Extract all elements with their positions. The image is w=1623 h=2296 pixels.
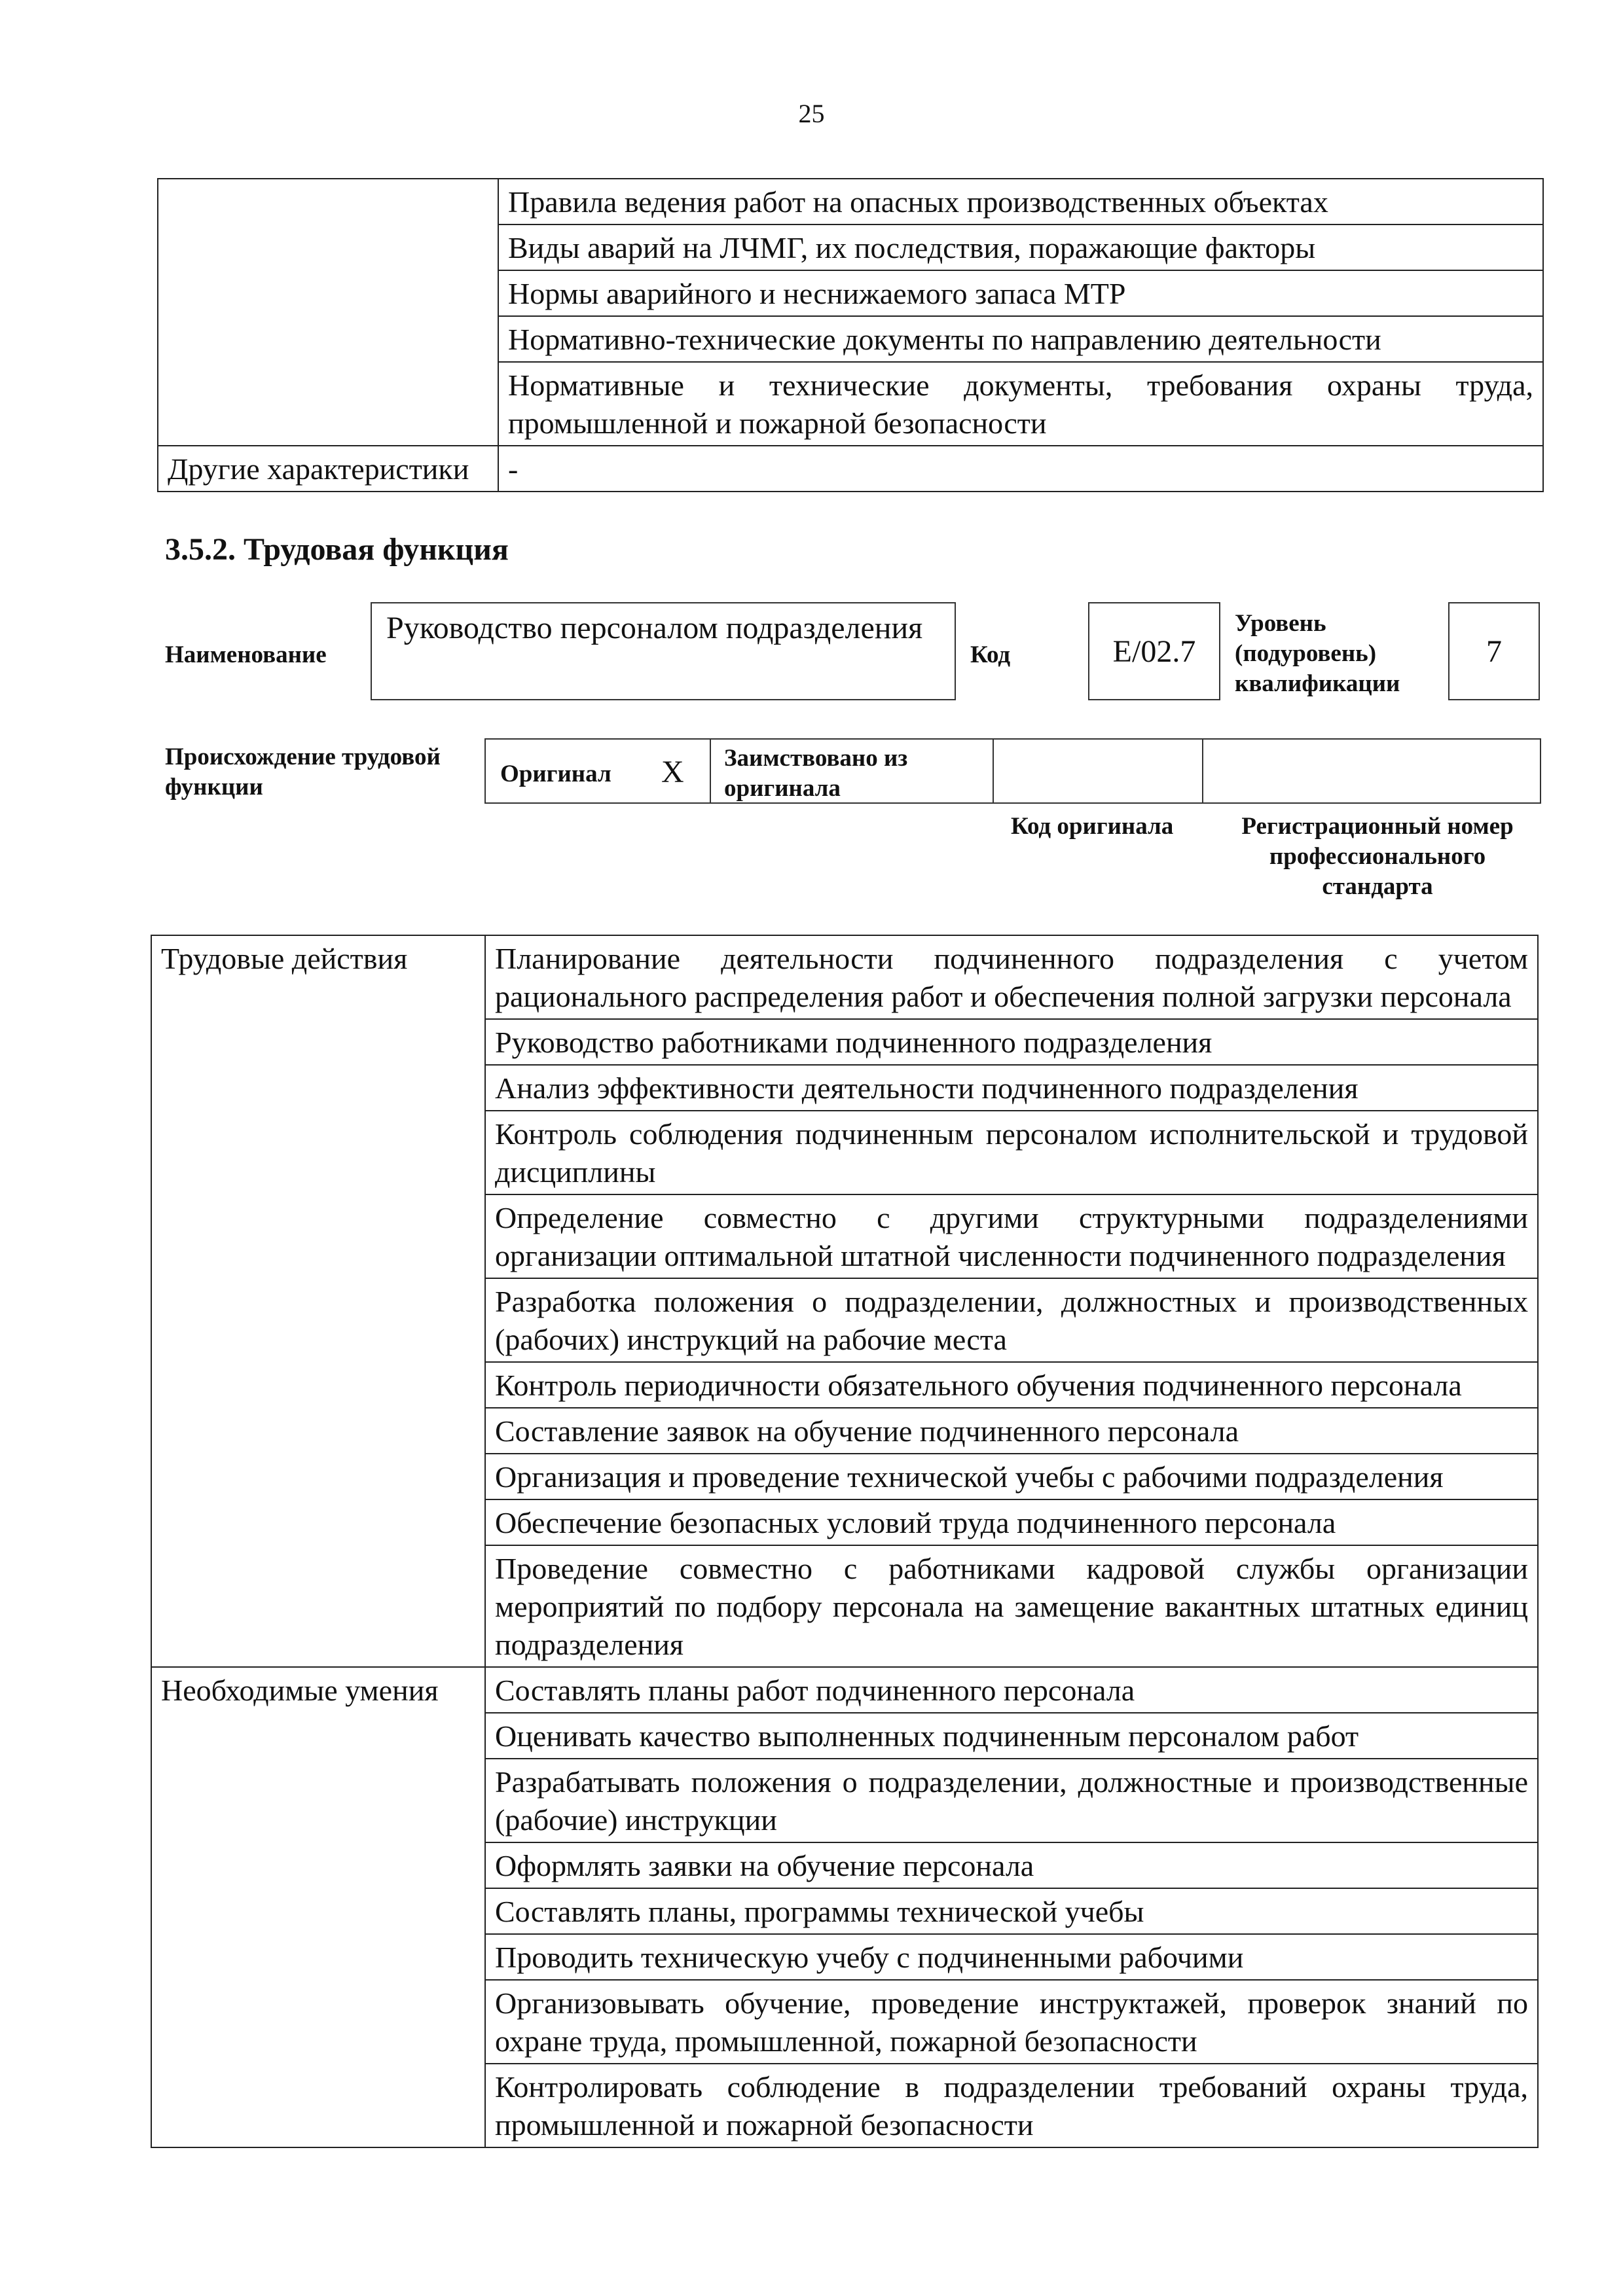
action-item: Проведение совместно с работниками кадровой службы организации мероприятий по подбору персонала на замещение вакантных штатных единиц подразделения bbox=[485, 1545, 1538, 1667]
action-item: Планирование деятельности подчиненного подразделения с учетом рационального распределения работ и обеспечения полной загрузки персонала bbox=[485, 935, 1538, 1019]
skills-label: Необходимые умения bbox=[151, 1667, 485, 2147]
level-label: Уровень (подуровень) квалификации bbox=[1235, 610, 1400, 697]
origin-label: Происхождение трудовой функции bbox=[165, 744, 441, 800]
other-characteristics-value: - bbox=[498, 446, 1543, 492]
action-item: Контроль соблюдения подчиненным персоналом исполнительской и трудовой дисциплины bbox=[485, 1111, 1538, 1194]
labor-function-table bbox=[151, 935, 1539, 2148]
action-item: Обеспечение безопасных условий труда подчиненного персонала bbox=[485, 1499, 1538, 1545]
table-row bbox=[158, 446, 1543, 492]
table-row bbox=[158, 179, 1543, 224]
code-box bbox=[1088, 602, 1220, 700]
divider bbox=[1202, 740, 1203, 802]
skill-item: Составлять планы работ подчиненного персонала bbox=[485, 1667, 1538, 1713]
function-code: E/02.7 bbox=[1112, 634, 1196, 669]
action-item: Разработка положения о подразделении, должностных и производственных (рабочих) инструкций на рабочие места bbox=[485, 1278, 1538, 1362]
level-box bbox=[1448, 602, 1540, 700]
function-name: Руководство персоналом подразделения bbox=[386, 611, 923, 645]
skill-item: Проводить техническую учебу с подчиненными рабочими bbox=[485, 1934, 1538, 1980]
table-row bbox=[151, 1667, 1538, 1713]
section-heading: 3.5.2. Трудовая функция bbox=[165, 532, 509, 567]
action-item: Анализ эффективности деятельности подчиненного подразделения bbox=[485, 1065, 1538, 1111]
list-item: Виды аварий на ЛЧМГ, их последствия, поражающие факторы bbox=[498, 224, 1543, 270]
list-item: Нормы аварийного и неснижаемого запаса МТР bbox=[498, 270, 1543, 316]
list-item: Правила ведения работ на опасных производственных объектах bbox=[498, 179, 1543, 224]
qualification-level: 7 bbox=[1486, 634, 1502, 669]
knowledge-table bbox=[157, 178, 1544, 492]
other-characteristics-label: Другие характеристики bbox=[158, 446, 498, 492]
action-item: Организация и проведение технической учебы с рабочими подразделения bbox=[485, 1454, 1538, 1499]
list-item: Нормативные и технические документы, требования охраны труда, промышленной и пожарной безопасности bbox=[498, 362, 1543, 446]
page-number: 25 bbox=[798, 99, 825, 128]
list-item: Нормативно-технические документы по направлению деятельности bbox=[498, 316, 1543, 362]
original-label: Оригинал bbox=[500, 761, 611, 787]
action-item: Контроль периодичности обязательного обучения подчиненного персонала bbox=[485, 1362, 1538, 1408]
name-box bbox=[371, 602, 956, 700]
origin-box bbox=[484, 738, 1541, 804]
name-label: Наименование bbox=[165, 641, 327, 668]
code-label: Код bbox=[970, 641, 1011, 668]
skill-item: Организовывать обучение, проведение инструктажей, проверок знаний по охране труда, промышленной, пожарной безопасности bbox=[485, 1980, 1538, 2064]
divider bbox=[710, 740, 711, 802]
table-row bbox=[151, 935, 1538, 1019]
skill-item: Оценивать качество выполненных подчиненным персоналом работ bbox=[485, 1713, 1538, 1759]
borrowed-label: Заимствовано из оригинала bbox=[724, 745, 908, 802]
skill-item: Контролировать соблюдение в подразделении требований охраны труда, промышленной и пожарной безопасности bbox=[485, 2064, 1538, 2147]
action-item: Определение совместно с другими структурными подразделениями организации оптимальной штатной численности подчиненного подразделения bbox=[485, 1194, 1538, 1278]
registration-number-caption: Регистрационный номер профессионального стандарта bbox=[1241, 813, 1514, 900]
action-item: Руководство работниками подчиненного подразделения bbox=[485, 1019, 1538, 1065]
skill-item: Оформлять заявки на обучение персонала bbox=[485, 1842, 1538, 1888]
skill-item: Составлять планы, программы технической учебы bbox=[485, 1888, 1538, 1934]
action-item: Составление заявок на обучение подчиненного персонала bbox=[485, 1408, 1538, 1454]
code-original-caption: Код оригинала bbox=[1011, 813, 1174, 840]
divider bbox=[993, 740, 994, 802]
actions-label: Трудовые действия bbox=[151, 935, 485, 1667]
skill-item: Разрабатывать положения о подразделении, должностные и производственные (рабочие) инструкции bbox=[485, 1759, 1538, 1842]
original-mark: X bbox=[661, 755, 684, 789]
empty-label-cell bbox=[158, 179, 498, 446]
